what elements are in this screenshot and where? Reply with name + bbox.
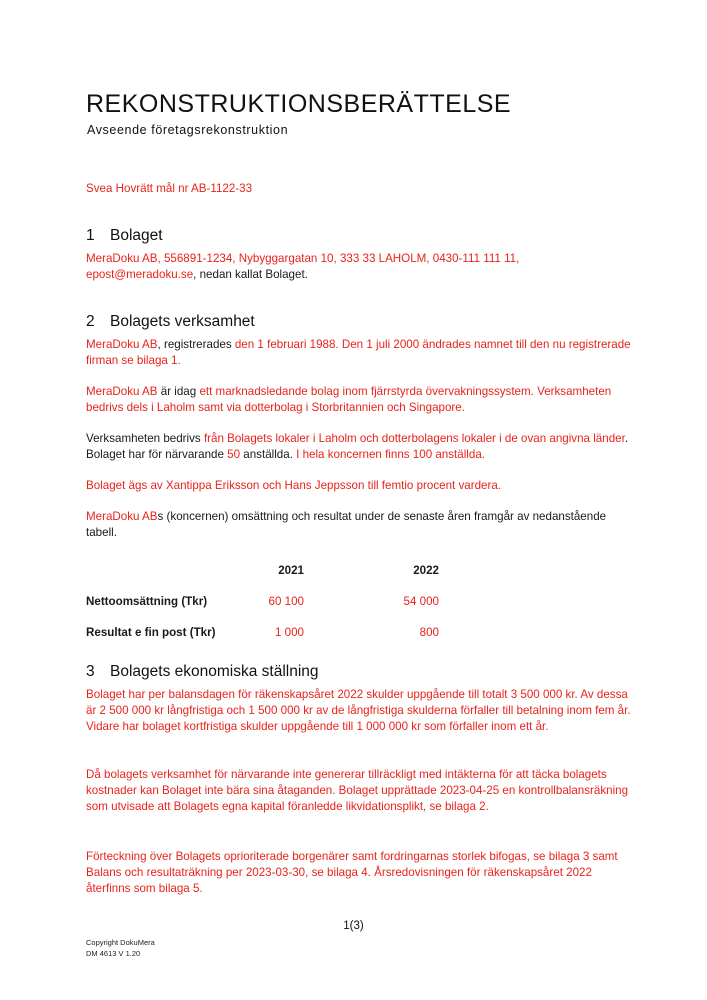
section-2-paragraph-1 — [86, 337, 631, 369]
company-details: MeraDoku AB, 556891-1234, Nybyggargatan 10, 333 33 LAHOLM, 0430-111 111 11, — [86, 252, 520, 265]
premises-text: från Bolagets lokaler i Laholm och dotterbolagens lokaler i de ovan angivna länder — [203, 432, 625, 445]
section-3-paragraph-3: Förteckning över Bolagets oprioriterade borgenärer samt fordringarnas storlek bifogas, se bilaga 3 samt Balans och resultaträkning per 2023-03-30, se bilaga 4. Årsredovisningen för räkenskapsåret 2022 återfinns som bilaga 5. — [86, 850, 618, 895]
section-3-paragraph-1: Bolaget har per balansdagen för räkenskapsåret 2022 skulder uppgående till totalt 3 500 000 kr. Av dessa är 2 500 000 kr långfristiga och 1 500 000 kr av de långfristiga skulderna förfaller till betalning inom fem år. Vidare har bolaget kortfristiga skulder uppgående till 1 000 000 kr som förfaller inom ett år. — [86, 688, 631, 733]
section-3-heading — [86, 663, 319, 681]
section-3-number: 3 — [86, 663, 95, 680]
table-header-row — [86, 555, 439, 586]
section-2-paragraph-2 — [86, 384, 631, 416]
registration-text: den 1 februari 1988. Den 1 juli 2000 ändrades namnet till den nu registrerade firman se bilaga 1. — [86, 338, 631, 367]
text-fragment: . Bolaget har för närvarande — [86, 432, 629, 461]
table-header-year-1: 2021 — [278, 564, 304, 577]
section-2-title: Bolagets verksamhet — [110, 313, 255, 330]
section-2-heading — [86, 313, 255, 331]
employee-count: 50 — [227, 448, 241, 461]
section-2-number: 2 — [86, 313, 95, 330]
section-1-number: 1 — [86, 227, 95, 244]
business-description: ett marknadsledande bolag inom fjärrstyrda övervakningssystem. Verksamheten bedrivs dels i Laholm samt via dotterbolag i Storbritannien och Singapore. — [86, 385, 612, 414]
section-2-paragraph-5 — [86, 509, 631, 541]
section-1-heading — [86, 227, 163, 245]
financial-table — [86, 555, 439, 648]
text-fragment: s (koncernen) omsättning och resultat under de senaste åren framgår av nedanstående tabell. — [86, 510, 607, 539]
section-1-title: Bolaget — [110, 227, 163, 244]
text-fragment: anställda. — [240, 448, 297, 461]
text-fragment: , registrerades — [157, 338, 235, 351]
section-2-paragraph-4: Bolaget ägs av Xantippa Eriksson och Hans Jeppsson till femtio procent vardera. — [86, 479, 502, 492]
company-name: MeraDoku AB — [86, 338, 158, 351]
text-fragment: är idag — [157, 385, 200, 398]
table-row-label: Resultat e fin post (Tkr) — [86, 626, 216, 639]
section-3-paragraph-2: Då bolagets verksamhet för närvarande inte genererar tillräckligt med intäkterna för att täcka bolagets kostnader kan Bolaget inte bära sina åtaganden. Bolaget upprättade 2023-04-25 en kontrollbalansräkning som utvisade att Bolagets egna kapital föranledde likvidationsplikt, se bilaga 2. — [86, 768, 629, 813]
company-email: epost@meradoku.se — [86, 268, 194, 281]
section-3-title: Bolagets ekonomiska ställning — [110, 663, 319, 680]
case-reference: Svea Hovrätt mål nr AB-1122-33 — [86, 182, 253, 195]
table-row-label: Nettoomsättning (Tkr) — [86, 595, 208, 608]
company-name: MeraDoku AB — [86, 510, 158, 523]
company-email-tail: , nedan kallat Bolaget. — [193, 268, 308, 281]
version-text: DM 4613 V 1.20 — [86, 949, 141, 958]
table-cell-year-2: 54 000 — [403, 595, 439, 608]
section-1-paragraph — [86, 251, 631, 283]
group-employees: I hela koncernen finns 100 anställda. — [296, 448, 485, 461]
section-2-paragraph-3 — [86, 431, 631, 463]
copyright-text: Copyright DokuMera — [86, 938, 155, 947]
table-cell-year-2: 800 — [419, 626, 439, 639]
document-subtitle: Avseende företagsrekonstruktion — [87, 123, 289, 137]
page-number: 1(3) — [343, 920, 364, 932]
table-row — [86, 586, 439, 617]
table-row — [86, 617, 439, 648]
footer-copyright — [86, 937, 155, 959]
table-header-empty — [86, 555, 256, 586]
text-fragment: Verksamheten bedrivs — [86, 432, 204, 445]
table-cell-year-1: 60 100 — [268, 595, 304, 608]
company-name: MeraDoku AB — [86, 385, 158, 398]
document-title: REKONSTRUKTIONSBERÄTTELSE — [86, 90, 512, 118]
table-cell-year-1: 1 000 — [274, 626, 304, 639]
table-header-year-2: 2022 — [413, 564, 439, 577]
